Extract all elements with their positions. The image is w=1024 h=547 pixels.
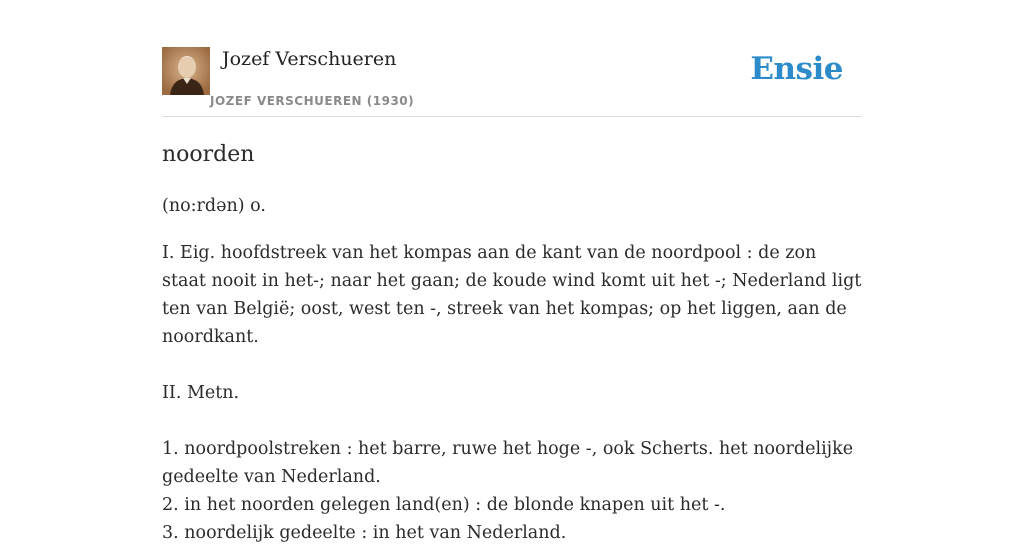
paragraph-gap [162, 407, 862, 435]
entry-page [162, 0, 862, 543]
brand-logo[interactable]: Ensie [750, 51, 843, 87]
entry-header [162, 0, 862, 117]
author-avatar[interactable] [162, 47, 210, 95]
pronunciation: (no:rdən) o. [162, 196, 266, 216]
source-label: JOZEF VERSCHUEREN (1930) [210, 94, 415, 108]
paragraph-metonymy-heading: II. Metn. [162, 383, 240, 403]
sense-item: 3. noordelijk gedeelte : in het van Nederland. [162, 523, 567, 543]
author-portrait-icon [162, 47, 210, 95]
entry-title: noorden [162, 142, 255, 167]
paragraph-literal: I. Eig. hoofdstreek van het kompas aan de kant van de noordpool : de zon staat nooit in het-; naar het gaan; de koude wind komt uit het -; Nederland ligt ten van België; oost, west ten -, streek van het kompas; op het liggen, aan de noordkant. [162, 243, 862, 347]
entry-body [162, 239, 862, 547]
sense-item: 1. noordpoolstreken : het barre, ruwe het hoge -, ook Scherts. het noordelijke gedeelte van Nederland. [162, 439, 854, 487]
author-name[interactable]: Jozef Verschueren [222, 48, 397, 70]
paragraph-gap [162, 351, 862, 379]
sense-item: 2. in het noorden gelegen land(en) : de blonde knapen uit het -. [162, 495, 726, 515]
